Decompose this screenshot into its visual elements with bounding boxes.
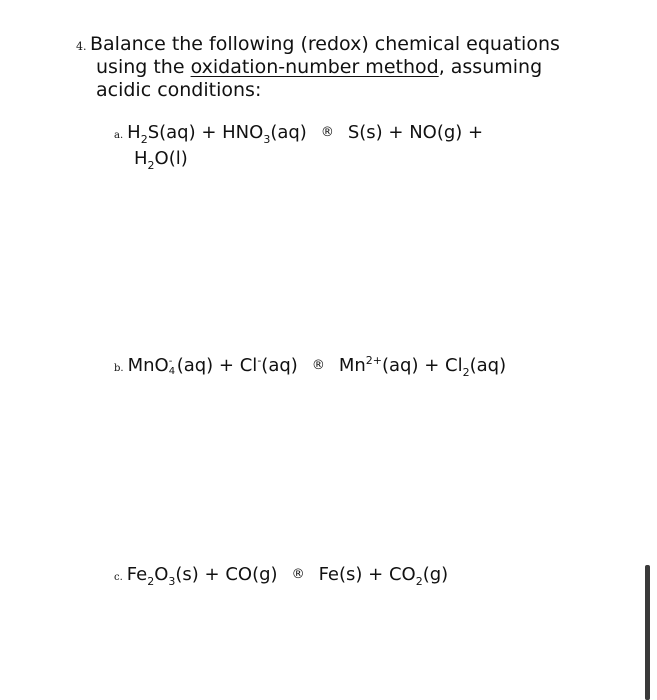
b-mn: Mn [338,355,366,376]
part-a-letter: a. [114,130,124,141]
b-mno-sub: 4 [168,366,176,377]
b-aq-end: (aq) [469,355,507,376]
scrollbar[interactable] [645,565,650,700]
reaction-arrow-b: ® [311,358,325,373]
reaction-arrow-c: ® [291,567,305,582]
reaction-arrow-a: ® [320,125,334,140]
a-products: S(s) + NO(g) + [347,122,484,143]
a2-ol: O(l) [154,148,188,169]
b-aq-cl: (aq) + Cl [176,355,258,376]
c-reactants-end: (s) + CO(g) [175,564,278,585]
question-line-1: Balance the following (redox) chemical equations [90,33,560,55]
a-h: H [127,122,141,143]
a2-h: H [134,148,148,169]
a2-h-sub: 2 [147,159,155,172]
question-line-2-pre: using the [96,56,191,78]
c-fe: Fe [126,564,148,585]
equation-b [114,355,506,380]
b-aq-cl2: (aq) + Cl [381,355,463,376]
question-line-2 [96,56,542,78]
c-o-sub: 3 [168,575,176,588]
part-b-letter: b. [114,363,124,374]
a-aq: (aq) [270,122,307,143]
c-co2-sub: 2 [415,575,423,588]
part-c-letter: c. [114,572,123,583]
b-cl-sup: - [257,354,262,367]
b-mn-sup: 2+ [365,354,382,367]
b-aq: (aq) [261,355,298,376]
a-s-hno: S(aq) + HNO [147,122,264,143]
equation-c [114,564,448,589]
c-g: (g) [422,564,449,585]
a-h-sub: 2 [140,133,148,146]
a-hno-sub: 3 [263,133,271,146]
c-fe-co: Fe(s) + CO [318,564,416,585]
b-cl2-sub: 2 [462,366,470,379]
question-line-3: acidic conditions: [96,79,262,101]
b-mno-subsup [168,356,177,377]
c-o: O [154,564,169,585]
c-fe-sub: 2 [147,575,155,588]
equation-a [114,122,483,147]
question-line-2-post: , assuming [438,56,543,78]
b-mno-sup: - [168,356,173,367]
question-number: 4. [76,40,87,53]
b-mno: MnO [127,355,169,376]
method-underlined: oxidation-number method [190,56,439,78]
equation-a-line-2 [134,148,188,172]
